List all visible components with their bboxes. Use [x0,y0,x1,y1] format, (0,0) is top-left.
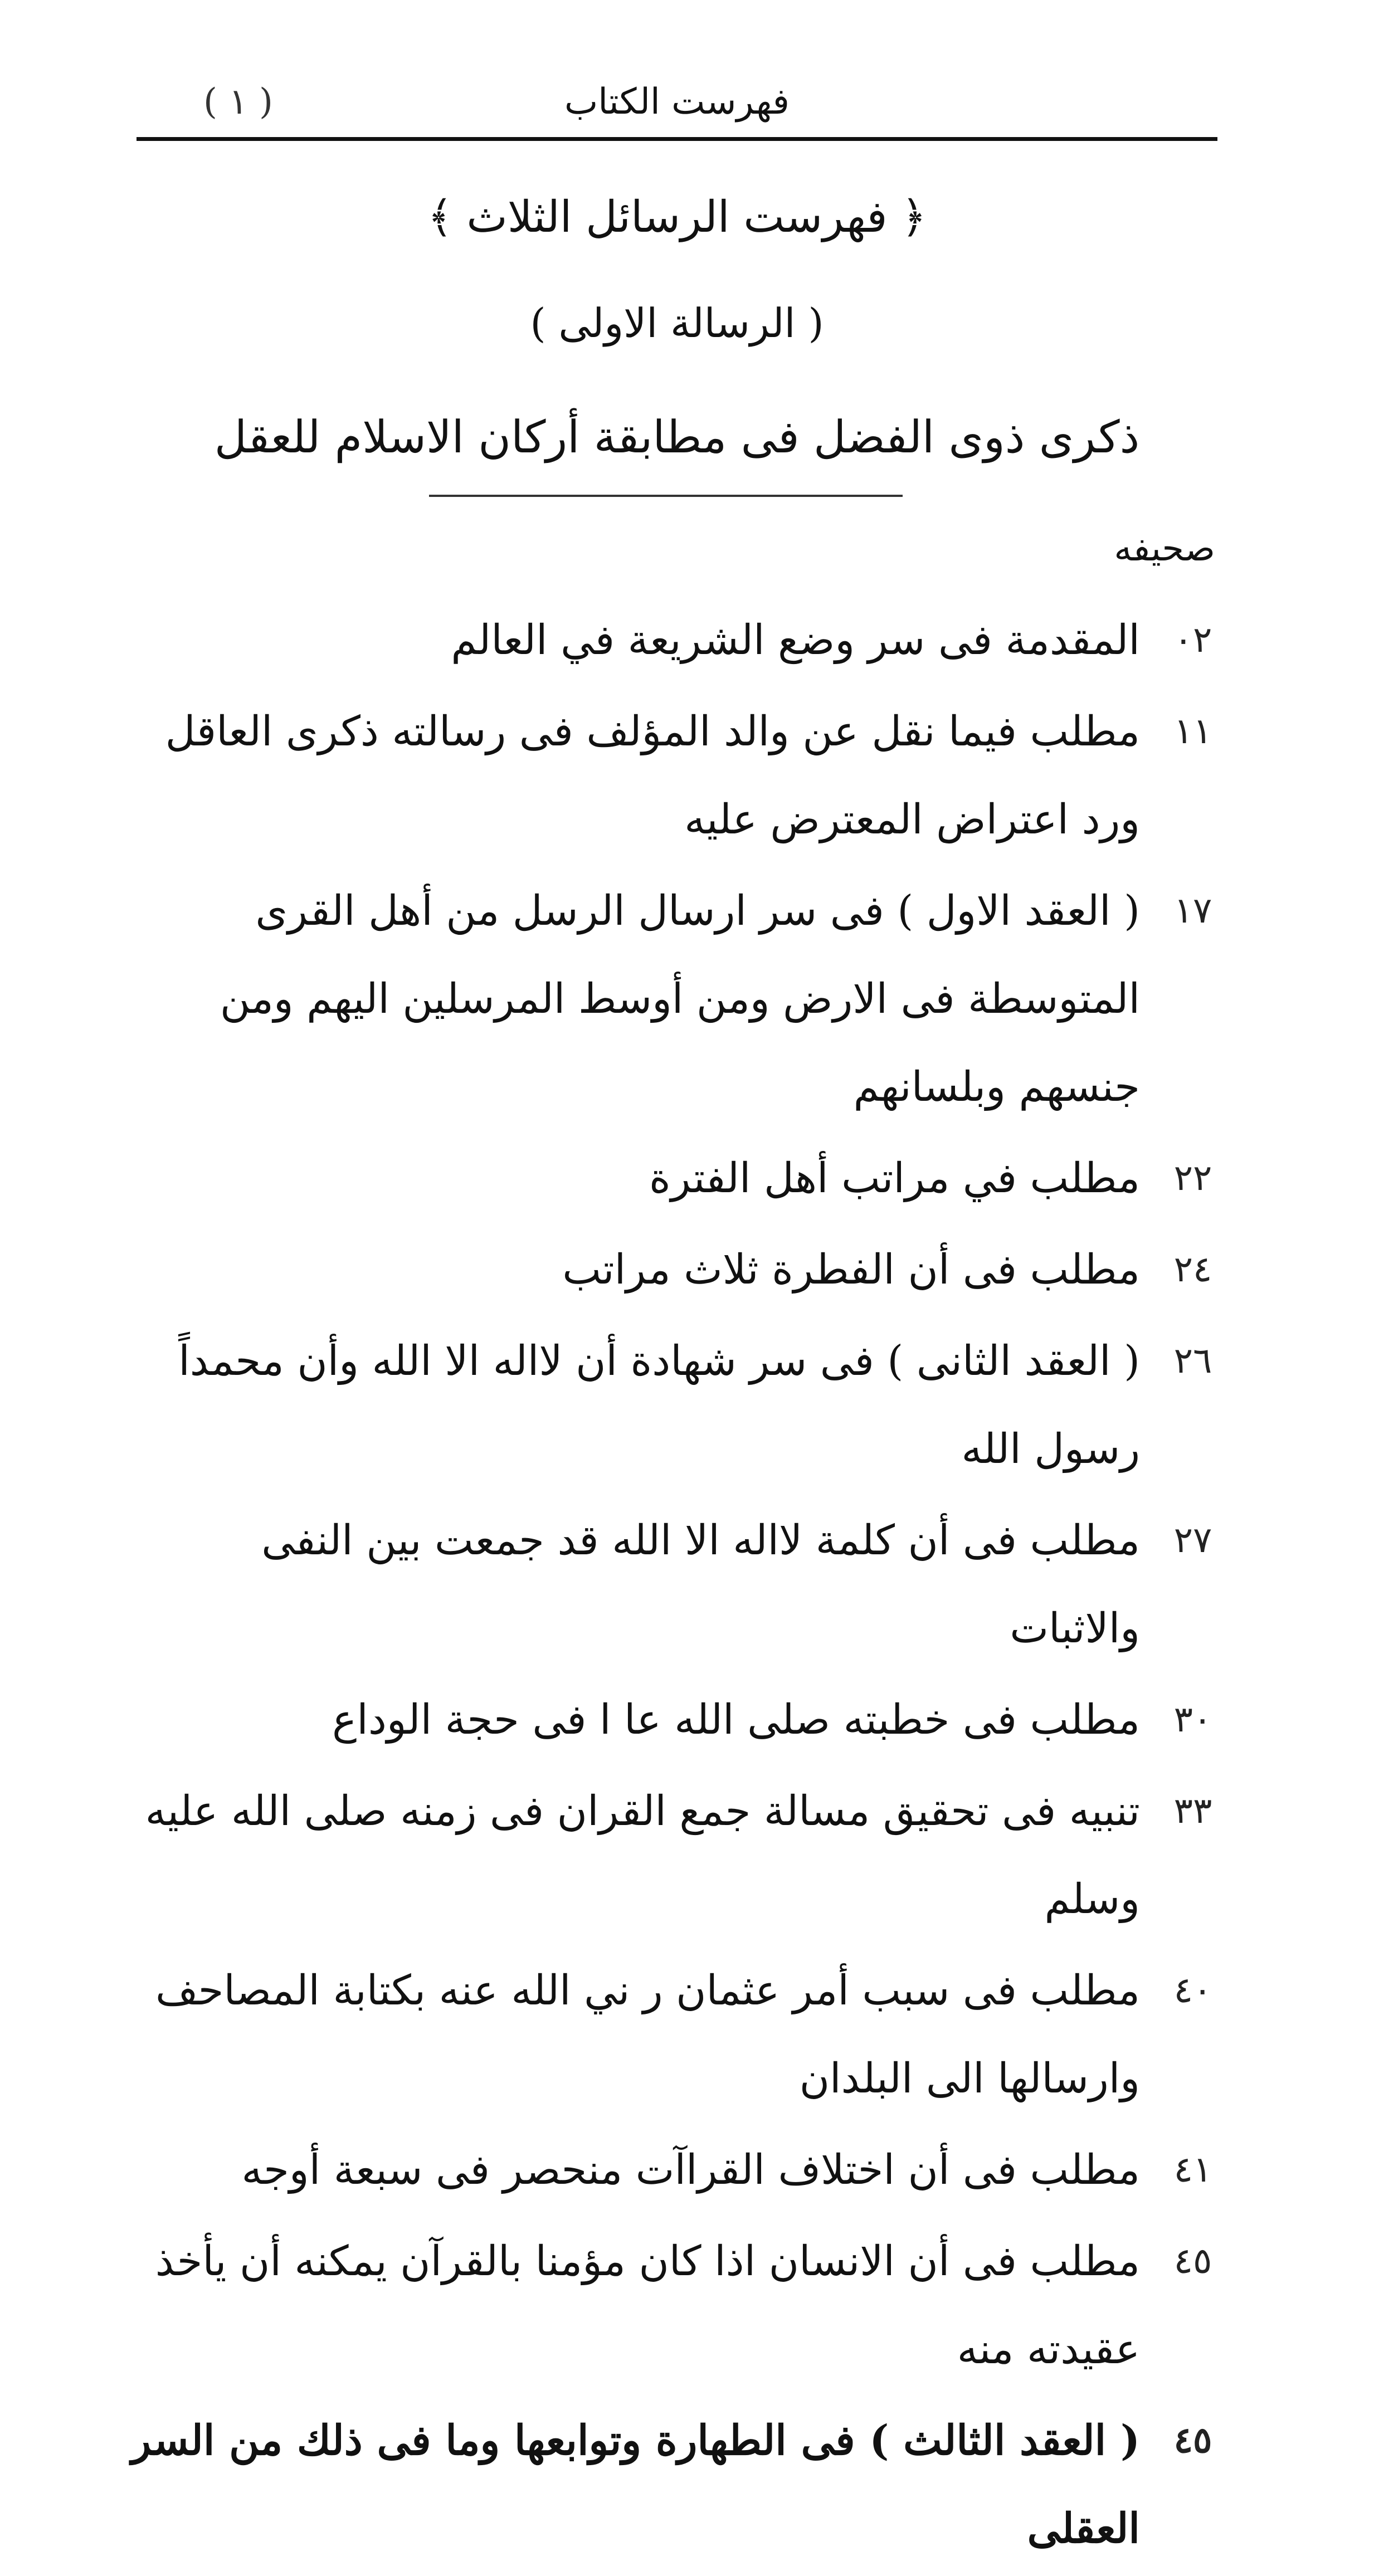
toc-entry [126,1226,1235,1314]
toc-entry-page: ٢٧ [1173,1520,1212,1561]
title-divider [429,495,903,497]
toc-entry-page: ٤٠ [1173,1970,1212,2011]
toc-entry-page: ٣٠ [1173,1699,1212,1740]
toc-entry [126,1134,1235,1222]
header-rule [137,137,1217,141]
toc-entry-title: ( العقد الثالث ) فى الطهارة وتوابعها وما فى ذلك من السر العقلى [131,2417,1140,2553]
toc-entry-page: ٢٦ [1173,1340,1212,1382]
toc-entry-title: المقدمة فى سر وضع الشريعة في العالم [451,616,1140,664]
page-number: ( ١ ) [203,81,273,123]
toc-entry [126,2126,1235,2214]
toc-entry-title: ( العقد الثانى ) فى سر شهادة أن لااله الا الله وأن محمداً رسول الله [178,1337,1140,1473]
toc-entry-title: تنبيه فى تحقيق مسالة جمع القران فى زمنه صلى الله عليه وسلم [145,1787,1140,1923]
toc-entry-page: ٣٣ [1173,1790,1212,1832]
toc-entry-page: ١٧ [1173,890,1212,931]
toc-entry-page: ١١ [1173,711,1212,752]
toc-entry [126,1317,1235,1493]
toc-entry [126,2217,1235,2393]
toc-entry-page: ٢٤ [1173,1249,1212,1290]
table-of-contents [126,596,1235,2576]
main-title: ﴿ فهرست الرسائل الثلاث ﴾ [427,192,927,242]
running-title: فهرست الكتاب [564,81,790,123]
toc-entry-title: ( العقد الاول ) فى سر ارسال الرسل من أهل القرى المتوسطة فى الارض ومن أوسط المرسلين اليهم ومن جنسهم وبلسانهم [220,887,1140,1111]
toc-entry-title: مطلب فى أن الفطرة ثلاث مراتب [562,1246,1140,1294]
toc-entry-page: ٤٥ [1173,2419,1212,2461]
page-column-label: صحيفه [1114,528,1215,569]
toc-entry-title: مطلب فى أن كلمة لااله الا الله قد جمعت بين النفى والاثبات [261,1516,1140,1652]
toc-entry-page: ٤١ [1173,2149,1212,2190]
toc-entry [126,1496,1235,1672]
toc-entry [126,1676,1235,1764]
sub-title: ( الرسالة الاولى ) [530,300,824,347]
toc-entry [126,867,1235,1131]
toc-entry-title: مطلب فى سبب أمر عثمان ر ني الله عنه بكتابة المصاحف وارسالها الى البلدان [155,1967,1140,2102]
treatise-title: ذكرى ذوى الفضل فى مطابقة أركان الاسلام للعقل [214,411,1140,463]
toc-entry [126,596,1235,684]
toc-entry [126,2397,1235,2573]
toc-entry-title: مطلب في مراتب أهل الفترة [649,1154,1140,1202]
toc-entry-page: ٠٢ [1173,619,1212,661]
toc-entry-title: مطلب فيما نقل عن والد المؤلف فى رسالته ذكرى العاقل ورد اعتراض المعترض عليه [165,708,1140,843]
toc-entry-title: مطلب فى أن الانسان اذا كان مؤمنا بالقرآن يمكنه أن يأخذ عقيدته منه [155,2237,1140,2373]
running-header [137,67,1217,134]
toc-entry [126,687,1235,863]
toc-entry-title: مطلب فى خطبته صلى الله عا ا فى حجة الوداع [332,1696,1140,1744]
toc-entry [126,1946,1235,2123]
toc-entry [126,1767,1235,1943]
toc-entry-page: ٤٥ [1173,2241,1212,2282]
toc-entry-page: ٢٢ [1173,1158,1212,1199]
toc-entry-title: مطلب فى أن اختلاف القراآت منحصر فى سبعة أوجه [241,2146,1140,2194]
